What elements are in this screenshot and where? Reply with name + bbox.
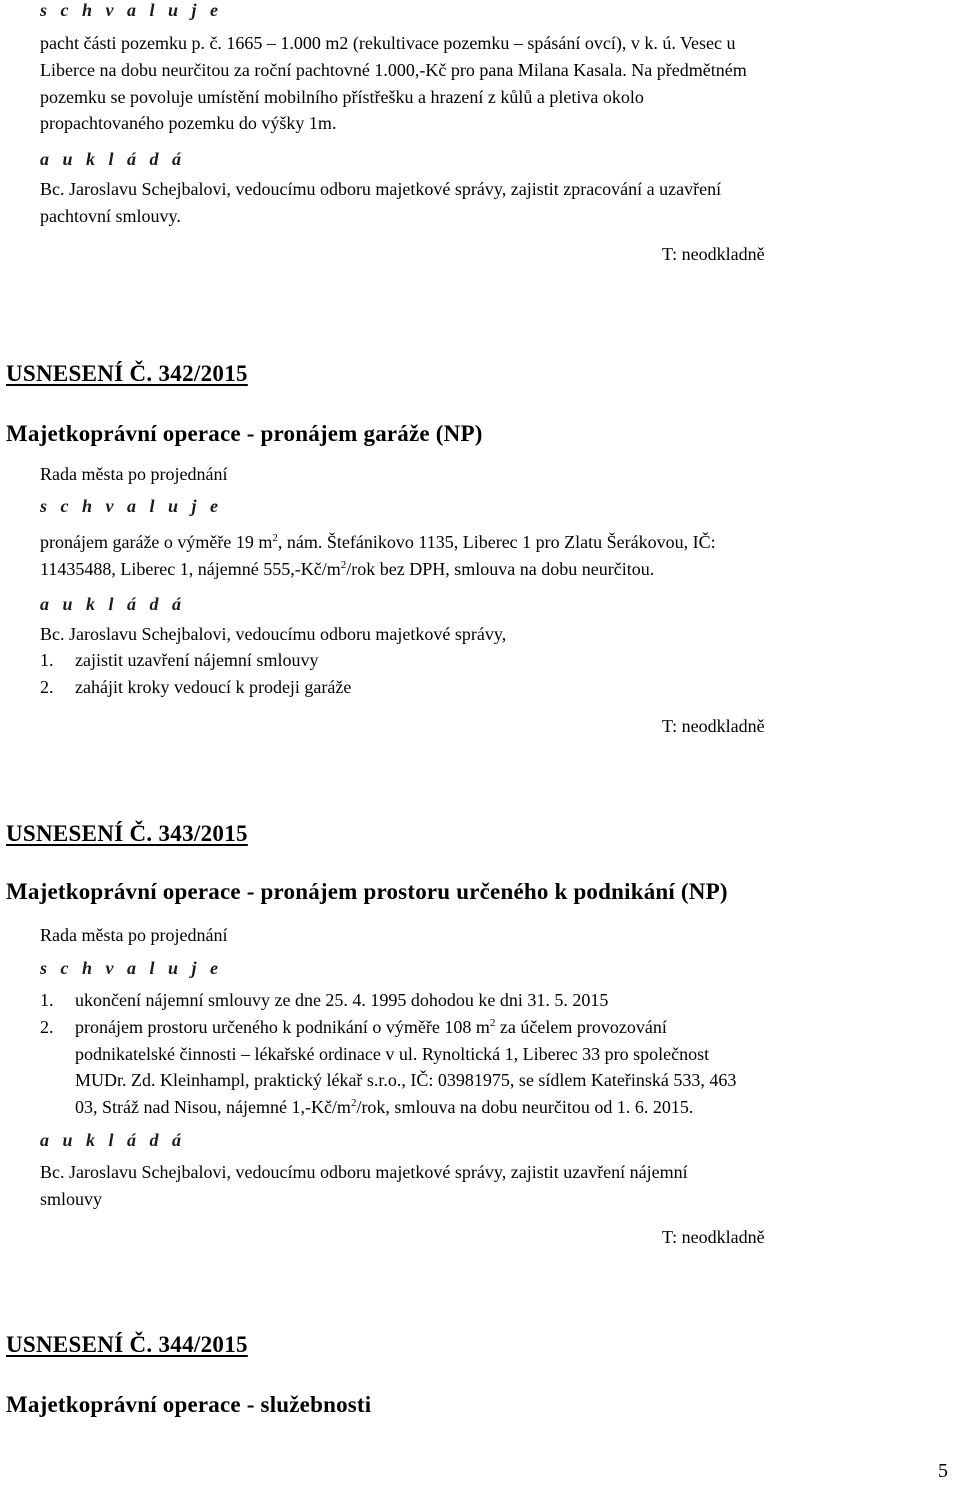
list-item: zajistit uzavření nájemní smlouvy — [75, 650, 319, 670]
res343-task-line-1: Bc. Jaroslavu Schejbalovi, vedoucímu odboru majetkové správy, zajistit uzavření nájemní — [40, 1162, 688, 1182]
orders-keyword: a u k l á d á — [40, 149, 186, 169]
intro-text-line-4: propachtovaného pozemku do výšky 1m. — [40, 113, 337, 133]
approves-keyword: s c h v a l u j e — [40, 958, 223, 978]
orders-keyword: a u k l á d á — [40, 594, 186, 614]
deadline: T: neodkladně — [662, 716, 765, 736]
orders-keyword: a u k l á d á — [40, 1130, 186, 1150]
resolution-title: Majetkoprávní operace - pronájem garáže (NP) — [6, 421, 483, 446]
list-item-number: 2. — [40, 1017, 54, 1037]
deadline: T: neodkladně — [662, 1227, 765, 1247]
page-number: 5 — [938, 1460, 948, 1482]
intro-task-line-1: Bc. Jaroslavu Schejbalovi, vedoucímu odboru majetkové správy, zajistit zpracování a uzavření — [40, 179, 722, 199]
res342-text-line-2: 11435488, Liberec 1, nájemné $555,-Kč/m^2$/rok bez DPH, smlouva na dobu neurčitou. — [40, 559, 655, 579]
resolution-title: Majetkoprávní operace - služebnosti — [6, 1392, 372, 1417]
deadline: T: neodkladně — [662, 244, 765, 264]
approves-keyword: s c h v a l u j e — [40, 496, 223, 516]
intro-text-line-1: pacht části pozemku p. č. 1665 – 1.000 m2 (rekultivace pozemku – spásání ovcí), v k. ú. Vesec u — [40, 33, 736, 53]
list-item-line-4: 03, Stráž nad Nisou, nájemné $1,-Kč/m^2$/rok, smlouva na dobu neurčitou od 1. 6. 2015. — [75, 1097, 694, 1117]
intro-text-line-3: pozemku se povoluje umístění mobilního přístřešku a hrazení z kůlů a pletiva okolo — [40, 87, 644, 107]
council-line: Rada města po projednání — [40, 925, 228, 945]
intro-task-line-2: pachtovní smlouvy. — [40, 206, 181, 226]
list-item: ukončení nájemní smlouvy ze dne 25. 4. 1995 dohodou ke dni 31. 5. 2015 — [75, 990, 609, 1010]
council-line: Rada města po projednání — [40, 464, 228, 484]
res343-task-line-2: smlouvy — [40, 1189, 103, 1209]
resolution-heading: USNESENÍ Č. 343/2015 — [6, 821, 248, 846]
resolution-heading: USNESENÍ Č. 344/2015 — [6, 1332, 248, 1357]
resolution-title: Majetkoprávní operace - pronájem prostoru určeného k podnikání (NP) — [6, 879, 728, 904]
list-item-number: 1. — [40, 650, 54, 670]
intro-text-line-2: Liberce na dobu neurčitou za roční pachtovné 1.000,-Kč pro pana Milana Kasala. Na předmětném — [40, 60, 747, 80]
res342-task: Bc. Jaroslavu Schejbalovi, vedoucímu odboru majetkové správy, — [40, 624, 507, 644]
resolution-heading: USNESENÍ Č. 342/2015 — [6, 361, 248, 386]
list-item-line-1: pronájem prostoru určeného k podnikání o výměře 108 $m^2$ za účelem provozování — [75, 1017, 667, 1037]
list-item: zahájit kroky vedoucí k prodeji garáže — [75, 677, 352, 697]
list-item-line-2: podnikatelské činnosti – lékařské ordinace v ul. Rynoltická 1, Liberec 33 pro společnost — [75, 1044, 710, 1064]
res342-text-line-1: pronájem garáže o výměře 19 $m^2$, nám. Štefánikovo 1135, Liberec 1 pro Zlatu Šerákovou, IČ: — [40, 532, 716, 552]
approves-keyword: s c h v a l u j e — [40, 0, 223, 20]
list-item-number: 1. — [40, 990, 54, 1010]
list-item-number: 2. — [40, 677, 54, 697]
list-item-line-3: MUDr. Zd. Kleinhampl, praktický lékař s.r.o., IČ: 03981975, se sídlem Kateřinská 533, 463 — [75, 1070, 737, 1090]
